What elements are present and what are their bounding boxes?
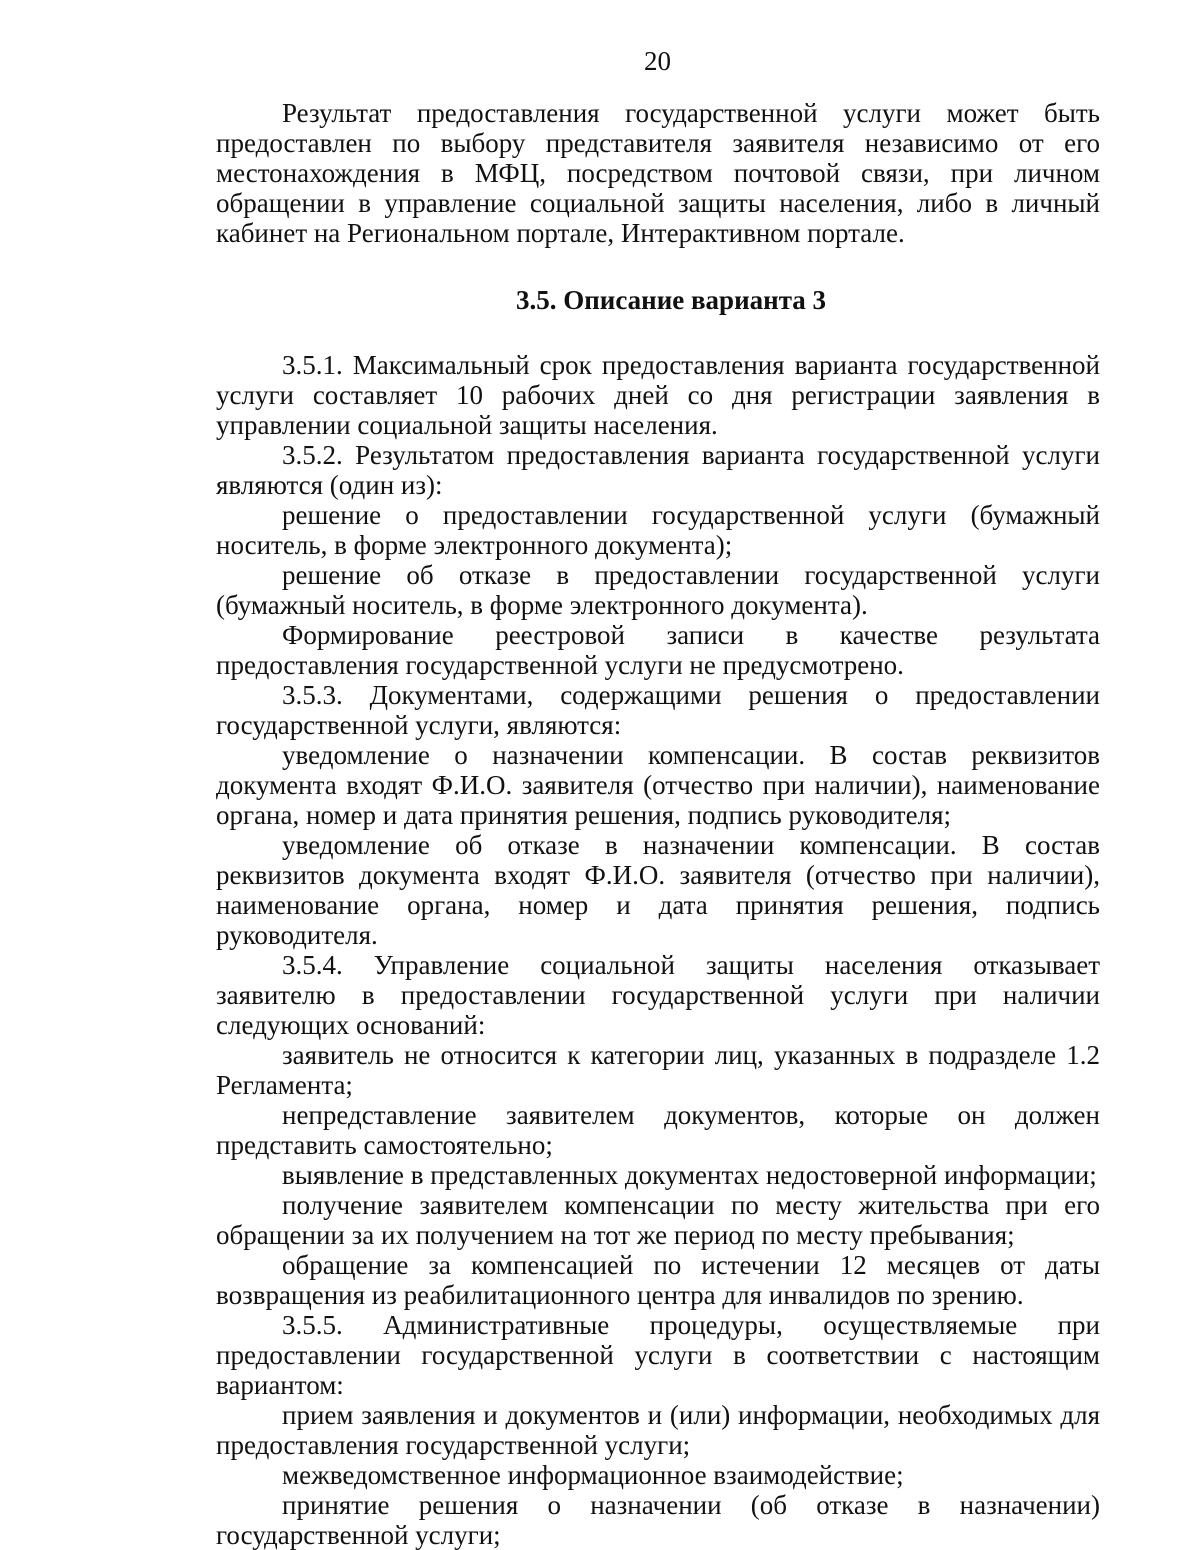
result-item-approval: решение о предоставлении государственной услуги (бумажный носитель, в форме электронного документа); xyxy=(216,500,1100,560)
registry-record-note: Формирование реестровой записи в качестве результата предоставления государственной услуги не предусмотрено. xyxy=(216,620,1100,680)
procedure-item-decision: принятие решения о назначении (об отказе в назначении) государственной услуги; xyxy=(216,1490,1100,1550)
refusal-ground-duplicate-compensation: получение заявителем компенсации по месту жительства при его обращении за их получением на тот же период по месту пребывания; xyxy=(216,1190,1100,1250)
paragraph-3-5-5: 3.5.5. Административные процедуры, осуществляемые при предоставлении государственной услуги в соответствии с настоящим вариантом: xyxy=(216,1310,1100,1400)
document-body xyxy=(216,98,1100,1550)
refusal-ground-false-information: выявление в представленных документах недостоверной информации; xyxy=(282,1160,1097,1190)
refusal-ground-category: заявитель не относится к категории лиц, указанных в подразделе 1.2 Регламента; xyxy=(216,1040,1100,1100)
section-heading: 3.5. Описание варианта 3 xyxy=(515,285,827,315)
procedure-item-interagency: межведомственное информационное взаимодействие; xyxy=(282,1460,904,1490)
procedure-item-reception: прием заявления и документов и (или) информации, необходимых для предоставления государственной услуги; xyxy=(216,1400,1100,1460)
refusal-ground-late-request: обращение за компенсацией по истечении 12 месяцев от даты возвращения из реабилитационного центра для инвалидов по зрению. xyxy=(216,1250,1100,1310)
paragraph-3-5-4: 3.5.4. Управление социальной защиты населения отказывает заявителю в предоставлении государственной услуги при наличии следующих оснований: xyxy=(216,950,1100,1040)
paragraph-3-5-3: 3.5.3. Документами, содержащими решения о предоставлении государственной услуги, являются: xyxy=(216,680,1100,740)
paragraph-3-5-1: 3.5.1. Максимальный срок предоставления варианта государственной услуги составляет 10 рабочих дней со дня регистрации заявления в управлении социальной защиты населения. xyxy=(216,350,1100,440)
result-item-refusal: решение об отказе в предоставлении государственной услуги (бумажный носитель, в форме электронного документа). xyxy=(216,560,1100,620)
document-item-approval-notice: уведомление о назначении компенсации. В состав реквизитов документа входят Ф.И.О. заявителя (отчество при наличии), наименование органа, номер и дата принятия решения, подпись руководителя; xyxy=(216,740,1100,830)
refusal-ground-missing-documents: непредставление заявителем документов, которые он должен представить самостоятельно; xyxy=(216,1100,1100,1160)
document-item-refusal-notice: уведомление об отказе в назначении компенсации. В состав реквизитов документа входят Ф.И.О. заявителя (отчество при наличии), наименование органа, номер и дата принятия решения, подпись руководителя. xyxy=(216,830,1100,950)
intro-paragraph: Результат предоставления государственной услуги может быть предоставлен по выбору представителя заявителя независимо от его местонахождения в МФЦ, посредством почтовой связи, при личном обращении в управление социальной защиты населения, либо в личный кабинет на Региональном портале, Интерактивном портале. xyxy=(216,98,1100,248)
page-number: 20 xyxy=(644,46,671,76)
paragraph-3-5-2: 3.5.2. Результатом предоставления варианта государственной услуги являются (один из): xyxy=(216,440,1100,500)
